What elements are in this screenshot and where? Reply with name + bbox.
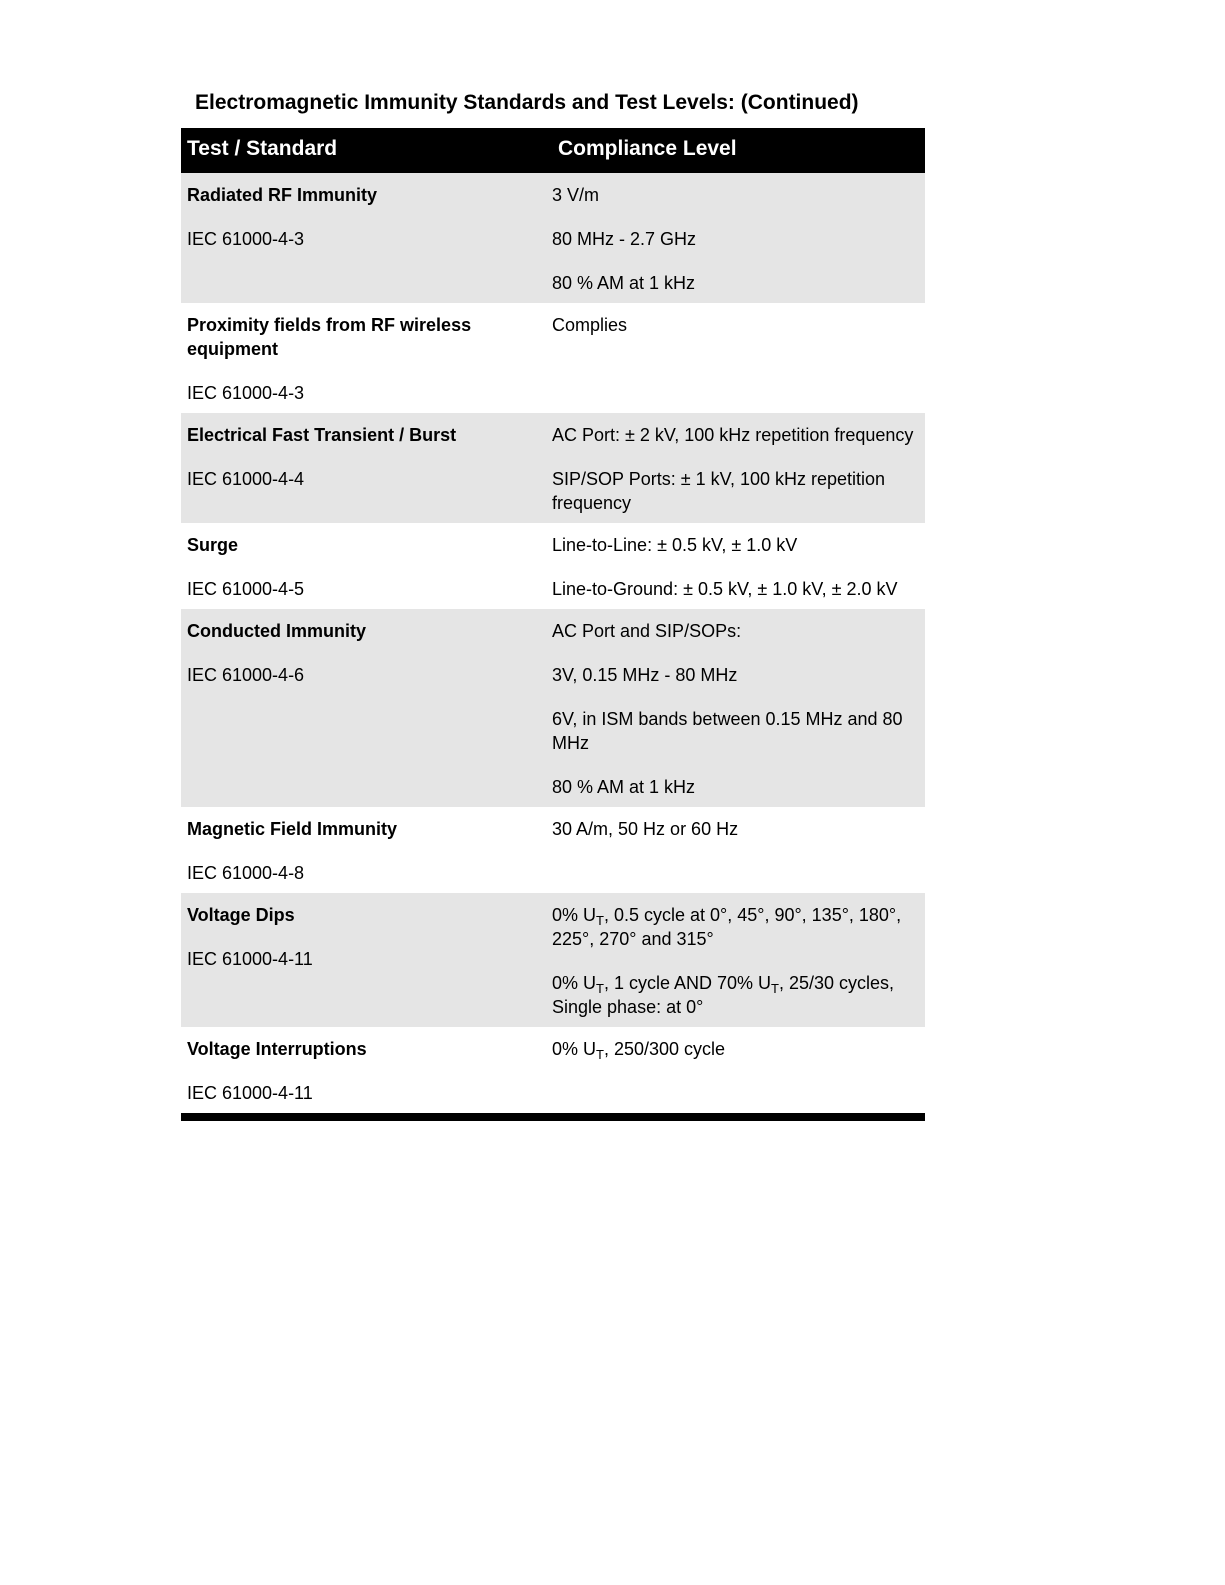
compliance-level-text: 3 V/m: [552, 185, 600, 205]
test-name: Surge: [187, 535, 239, 555]
table-row: [181, 1027, 925, 1113]
standard-name: IEC 61000-4-3: [187, 383, 305, 403]
compliance-level-text: 80 MHz - 2.7 GHz: [552, 229, 697, 249]
compliance-level-text: 80 % AM at 1 kHz: [552, 273, 696, 293]
compliance-text-part: , 25/30 cycles, Single phase: at 0°: [552, 973, 895, 1017]
compliance-level-text: 3V, 0.15 MHz - 80 MHz: [552, 665, 738, 685]
immunity-table: [181, 128, 925, 1121]
test-standard-cell: [181, 1037, 552, 1105]
page-title: Electromagnetic Immunity Standards and Test Levels: (Continued): [195, 91, 859, 114]
compliance-text-part: , 0.5 cycle at 0°, 45°, 90°, 135°, 180°, 225°, 270° and 315°: [552, 905, 902, 949]
compliance-level-cell: [552, 903, 925, 1019]
header-test-standard: Test / Standard: [187, 137, 338, 160]
subscript: T: [596, 913, 604, 928]
compliance-level-text: AC Port: ± 2 kV, 100 kHz repetition frequency: [552, 425, 914, 445]
compliance-level-text: 30 A/m, 50 Hz or 60 Hz: [552, 819, 739, 839]
compliance-level-text: [552, 1037, 915, 1061]
compliance-level-text: Line-to-Ground: ± 0.5 kV, ± 1.0 kV, ± 2.0 kV: [552, 579, 898, 599]
compliance-level-text: [552, 971, 915, 1019]
test-standard-cell: [181, 619, 552, 799]
compliance-level-text: AC Port and SIP/SOPs:: [552, 621, 742, 641]
test-standard-cell: [181, 313, 552, 405]
standard-name: IEC 61000-4-11: [187, 1083, 313, 1103]
subscript: T: [596, 981, 604, 996]
table-body: [181, 173, 925, 1113]
compliance-level-cell: [552, 619, 925, 799]
compliance-level-text: Line-to-Line: ± 0.5 kV, ± 1.0 kV: [552, 535, 798, 555]
test-standard-cell: [181, 903, 552, 1019]
table-header: [181, 128, 925, 173]
test-standard-cell: [181, 533, 552, 601]
header-compliance-level: Compliance Level: [558, 137, 737, 160]
compliance-text-part: , 250/300 cycle: [603, 1039, 726, 1059]
table-row: [181, 173, 925, 303]
standard-name: IEC 61000-4-3: [187, 229, 305, 249]
test-name: Electrical Fast Transient / Burst: [187, 425, 457, 445]
test-name: Conducted Immunity: [187, 621, 366, 641]
test-standard-cell: [181, 183, 552, 295]
subscript: T: [771, 981, 779, 996]
table-row: [181, 303, 925, 413]
compliance-level-cell: [552, 423, 925, 515]
compliance-level-cell: [552, 313, 925, 405]
test-standard-cell: [181, 423, 552, 515]
compliance-level-text: [552, 903, 915, 951]
compliance-level-text: SIP/SOP Ports: ± 1 kV, 100 kHz repetition frequency: [552, 469, 886, 513]
table-row: [181, 893, 925, 1027]
test-name: Proximity fields from RF wireless equipment: [187, 315, 472, 359]
compliance-level-cell: [552, 533, 925, 601]
compliance-text-part: 0% U: [552, 1039, 597, 1059]
compliance-level-text: Complies: [552, 315, 628, 335]
standard-name: IEC 61000-4-11: [187, 949, 313, 969]
table-row: [181, 609, 925, 807]
table-row: [181, 807, 925, 893]
table-row: [181, 413, 925, 523]
subscript: T: [596, 1047, 604, 1062]
compliance-level-cell: [552, 183, 925, 295]
compliance-level-cell: [552, 1037, 925, 1105]
compliance-text-part: 0% U: [552, 973, 597, 993]
test-name: Voltage Interruptions: [187, 1039, 367, 1059]
test-name: Radiated RF Immunity: [187, 185, 378, 205]
compliance-level-text: 6V, in ISM bands between 0.15 MHz and 80 MHz: [552, 709, 903, 753]
standard-name: IEC 61000-4-5: [187, 579, 305, 599]
compliance-text-part: 0% U: [552, 905, 597, 925]
test-name: Magnetic Field Immunity: [187, 819, 398, 839]
test-name: Voltage Dips: [187, 905, 295, 925]
test-standard-cell: [181, 817, 552, 885]
table-row: [181, 523, 925, 609]
standard-name: IEC 61000-4-6: [187, 665, 305, 685]
compliance-level-text: 80 % AM at 1 kHz: [552, 777, 696, 797]
compliance-level-cell: [552, 817, 925, 885]
standard-name: IEC 61000-4-4: [187, 469, 305, 489]
compliance-text-part: , 1 cycle AND 70% U: [603, 973, 772, 993]
standard-name: IEC 61000-4-8: [187, 863, 305, 883]
